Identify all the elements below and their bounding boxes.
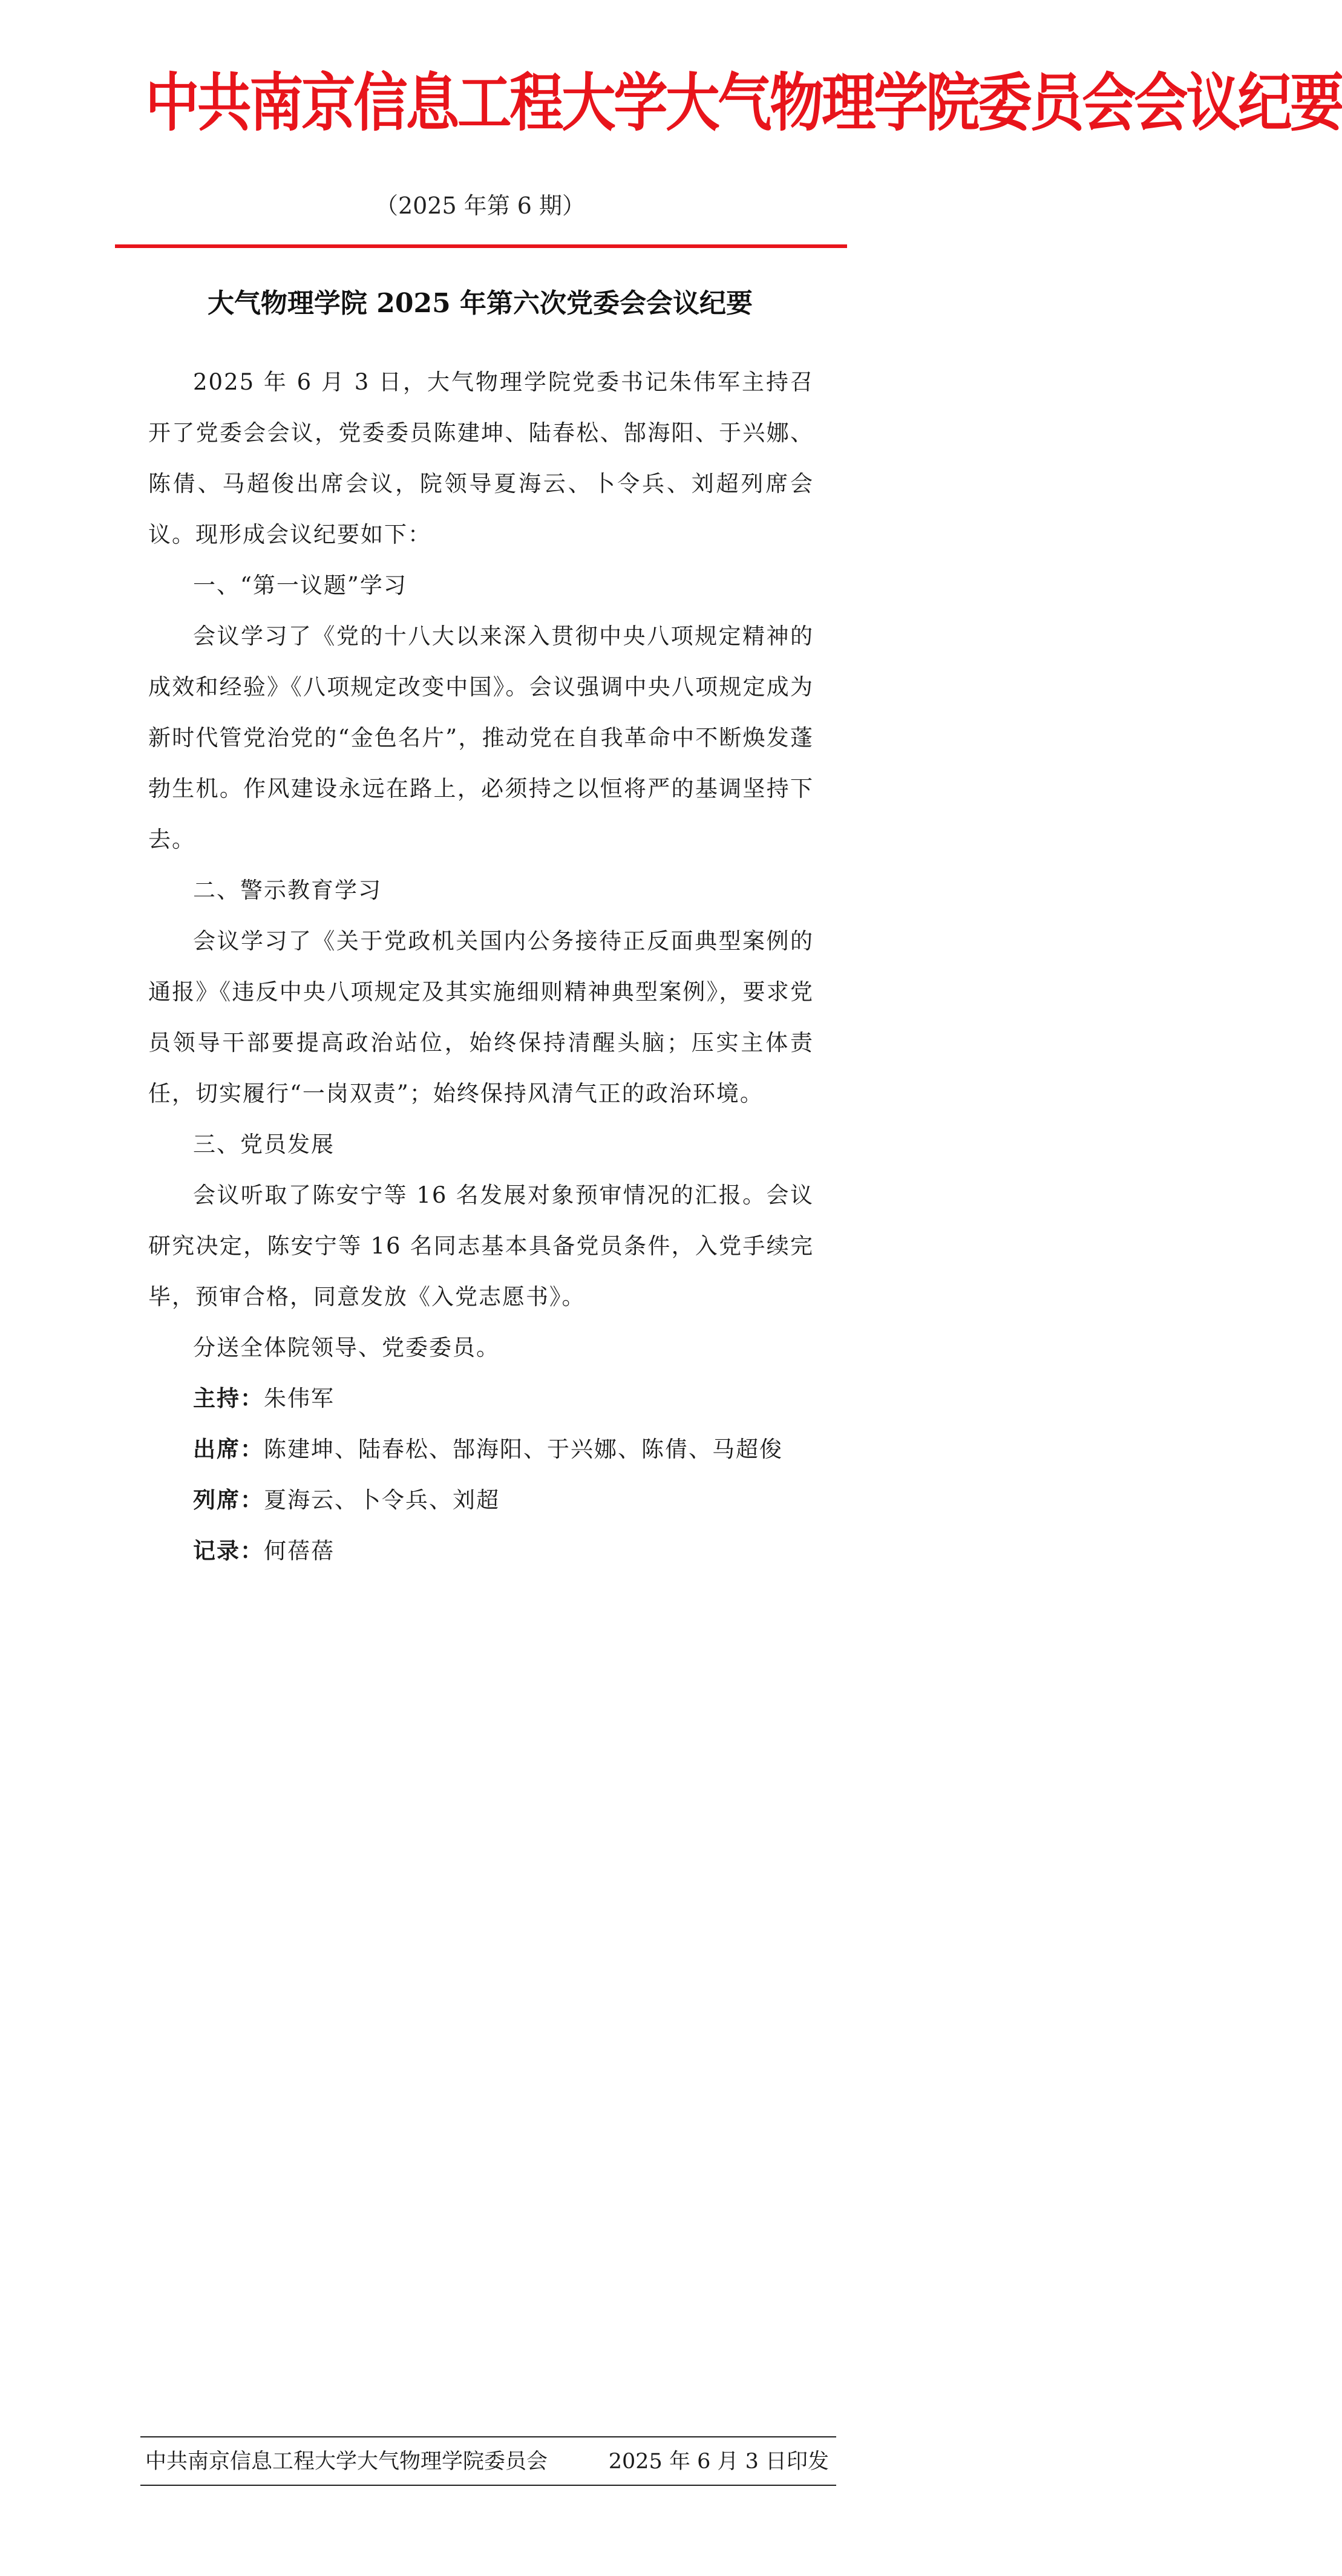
document-title: 大气物理学院 2025 年第六次党委会会议纪要 [207,288,753,319]
recorder-line [148,1526,814,1577]
masthead-title: 中共南京信息工程大学大气物理学院委员会会议纪要 [145,65,1342,140]
present-line [148,1424,814,1475]
distribution-note: 分送全体院领导、党委委员。 [193,1335,500,1361]
observers-names: 夏海云、卜令兵、刘超 [264,1487,500,1513]
section-heading-3: 三、党员发展 [193,1131,335,1157]
section-heading-1: 一、“第一议题”学习 [193,572,407,598]
footer-issuer: 中共南京信息工程大学大气物理学院委员会 [145,2450,548,2474]
footer-date: 2025 年 6 月 3 日印发 [608,2450,829,2474]
section-content-1: 会议学习了《党的十八大以来深入贯彻中央八项规定精神的成效和经验》《八项规定改变中国》。会议强调中央八项规定成为新时代管党治党的“金色名片”，推动党在自我革命中不断焕发蓬勃生机。作风建设永远在路上，必须持之以恒将严的基调坚持下去。 [148,623,814,852]
observers-line [148,1475,814,1526]
section-heading-2: 二、警示教育学习 [193,877,382,903]
observers-label: 列席： [193,1487,264,1513]
host-name: 朱伟军 [264,1385,335,1411]
footer-bottom-rule [140,2485,836,2486]
present-names: 陈建坤、陆春松、郜海阳、于兴娜、陈倩、马超俊 [264,1436,783,1462]
issue-number: （2025 年第 6 期） [375,192,586,219]
present-label: 出席： [193,1436,264,1462]
footer [145,2443,829,2480]
recorder-label: 记录： [193,1538,264,1564]
section-content-3: 会议听取了陈安宁等 16 名发展对象预审情况的汇报。会议研究决定，陈安宁等 16 名同志基本具备党员条件，入党手续完毕，预审合格，同意发放《入党志愿书》。 [148,1182,814,1310]
intro-paragraph: 2025 年 6 月 3 日，大气物理学院党委书记朱伟军主持召开了党委会会议，党委委员陈建坤、陆春松、郜海阳、于兴娜、陈倩、马超俊出席会议，院领导夏海云、卜令兵、刘超列席会议。现形成会议纪要如下： [148,369,814,548]
section-content-2: 会议学习了《关于党政机关国内公务接待正反面典型案例的通报》《违反中央八项规定及其实施细则精神典型案例》，要求党员领导干部要提高政治站位，始终保持清醒头脑；压实主体责任，切实履行“一岗双责”；始终保持风清气正的政治环境。 [148,928,814,1107]
host-line [148,1373,814,1424]
red-divider [115,244,847,248]
recorder-name: 何蓓蓓 [264,1538,335,1564]
document-body [148,357,814,1577]
footer-top-rule [140,2436,836,2437]
host-label: 主持： [193,1385,264,1411]
